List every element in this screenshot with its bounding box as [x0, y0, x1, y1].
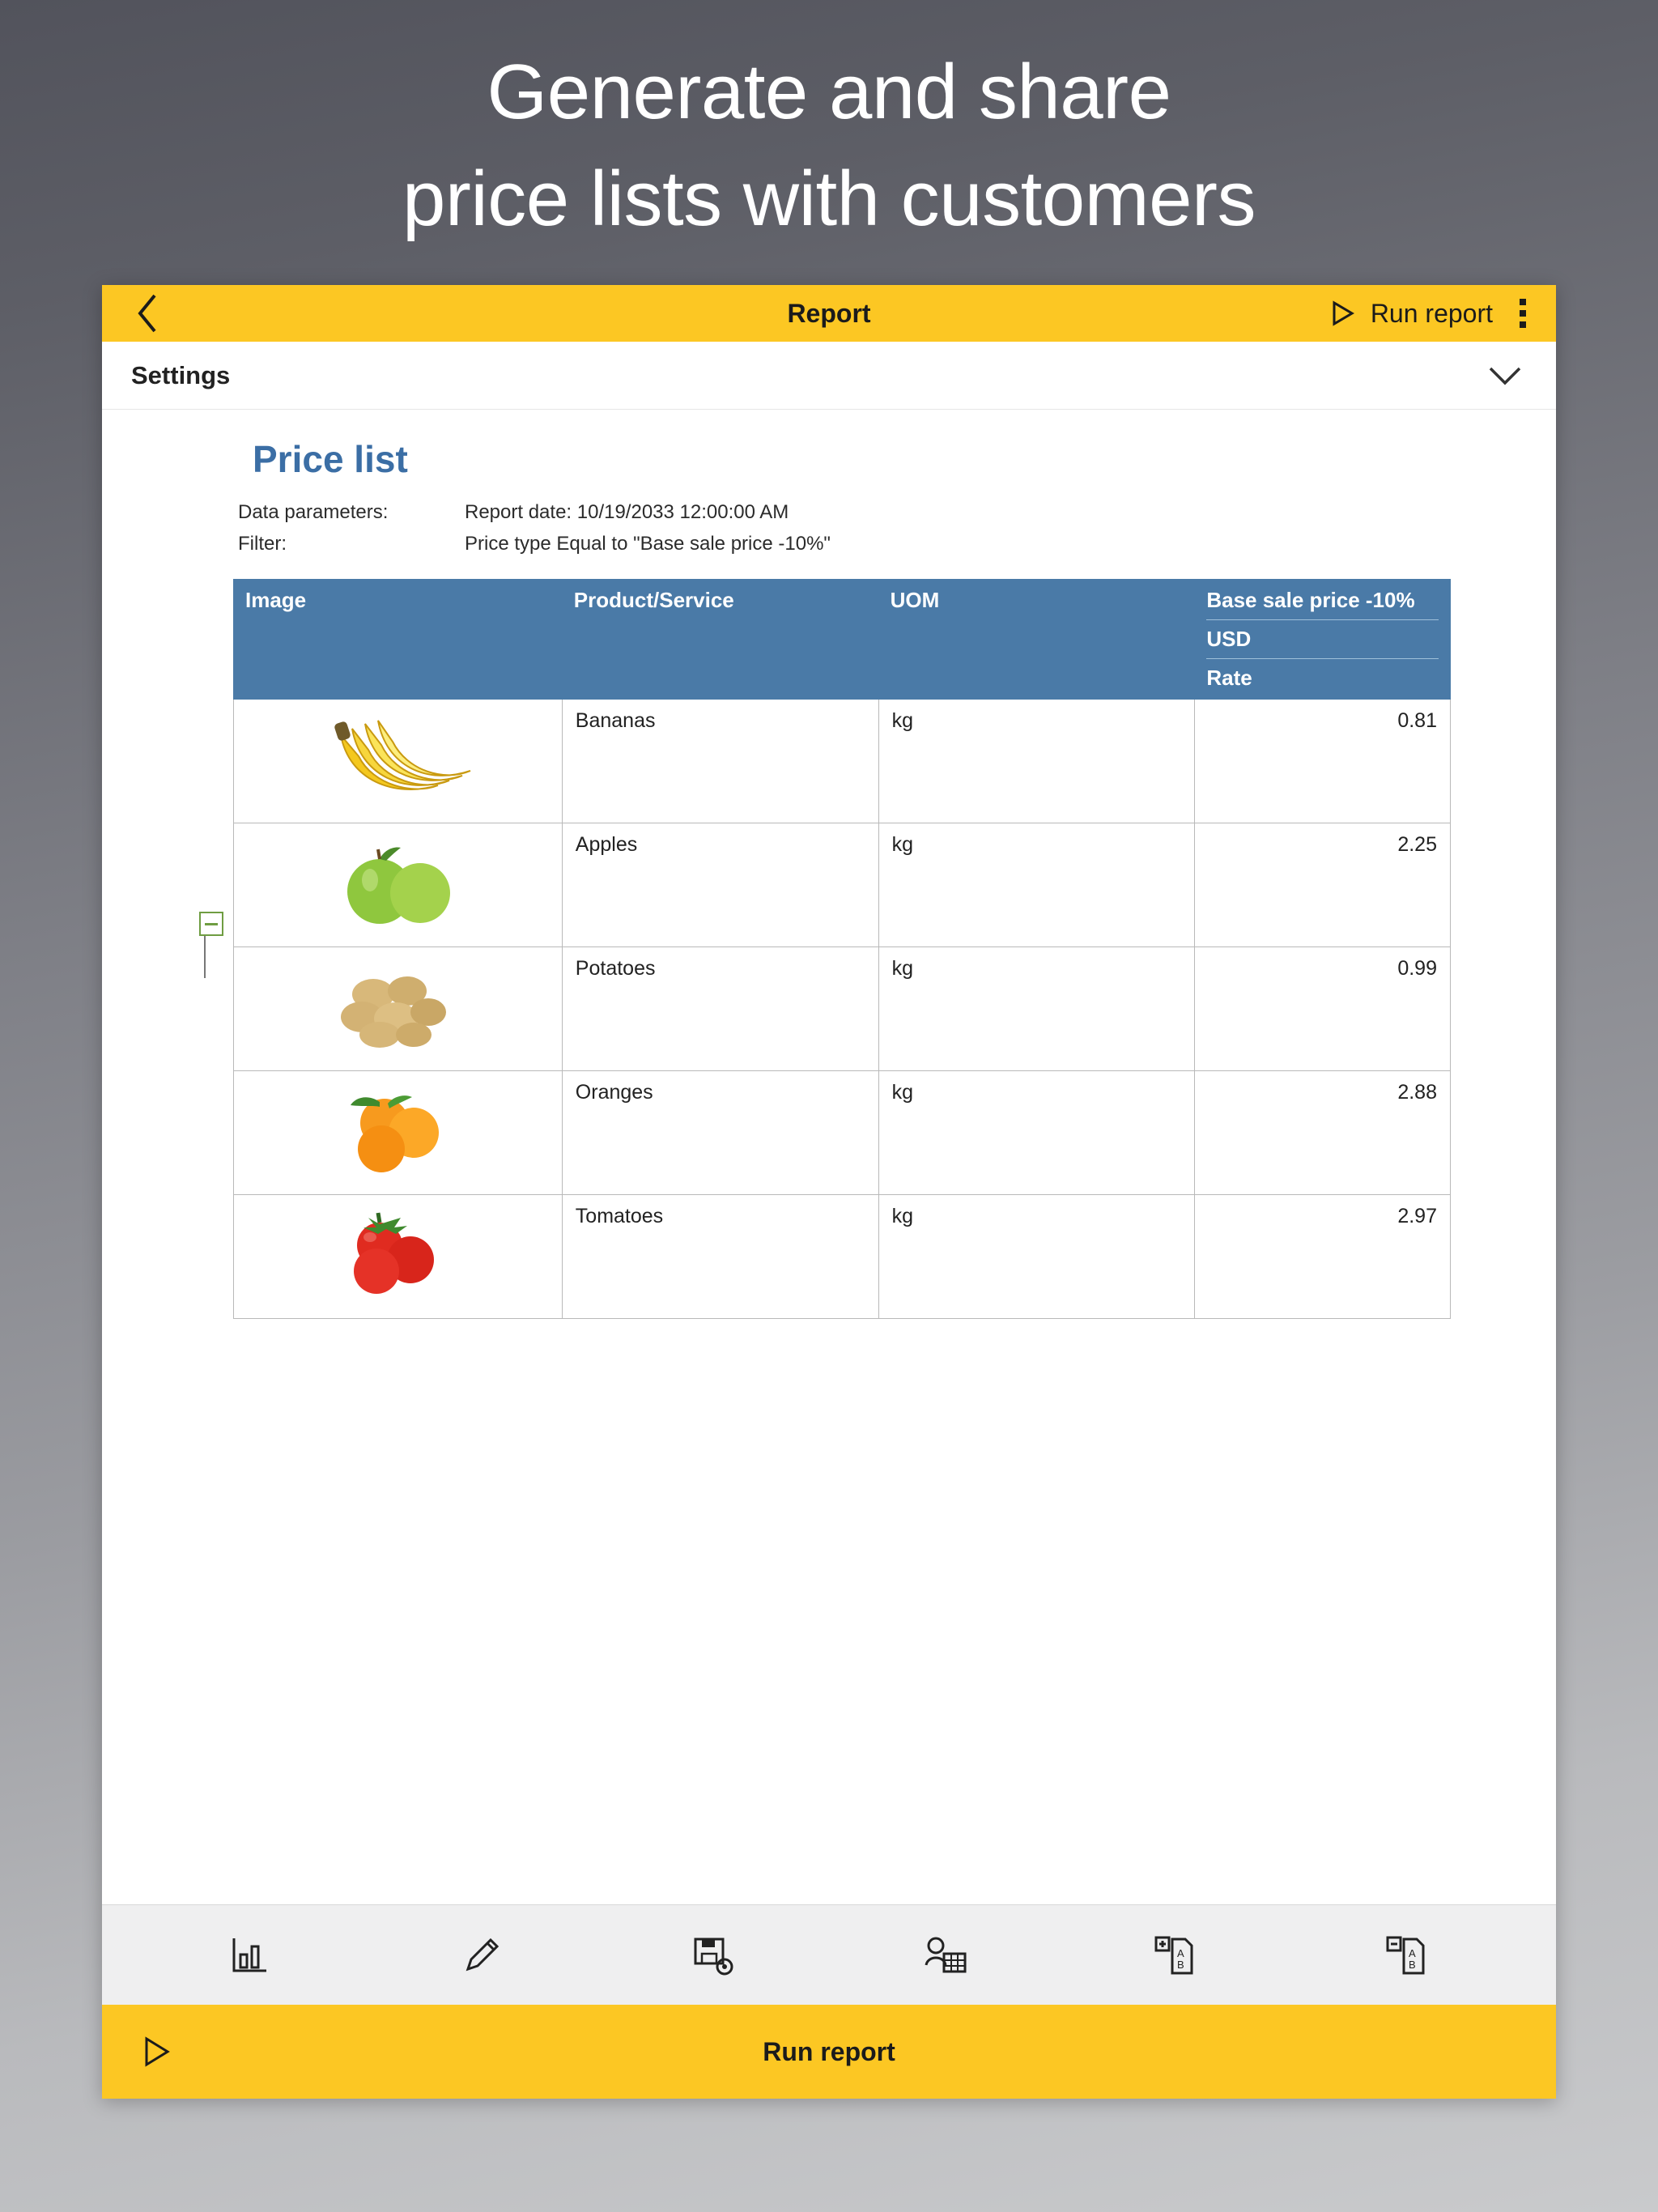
column-header-rate: Rate: [1206, 658, 1439, 691]
run-report-bar[interactable]: [102, 2005, 1556, 2099]
svg-text:B: B: [1409, 1958, 1416, 1971]
overflow-menu-button[interactable]: [1511, 291, 1535, 336]
app-top-bar: [102, 285, 1556, 342]
filter-value: Price type Equal to "Base sale price -10%": [465, 532, 831, 555]
column-header-price: [1195, 580, 1451, 700]
cell-image: [234, 1071, 563, 1195]
chart-bars-icon[interactable]: [202, 1916, 299, 1994]
chevron-left-icon: [134, 291, 161, 335]
top-bar-actions: [1329, 291, 1535, 336]
run-report-play-button[interactable]: [141, 2035, 186, 2068]
kebab-dot: [1520, 321, 1526, 328]
table-row[interactable]: [234, 947, 1451, 1071]
price-list-table: [233, 579, 1451, 1319]
back-button[interactable]: [123, 289, 172, 338]
column-header-product: Product/Service: [562, 580, 878, 700]
settings-section-header[interactable]: [102, 342, 1556, 410]
chevron-down-icon: [1487, 364, 1523, 387]
column-header-price-title: Base sale price -10%: [1206, 588, 1415, 613]
cell-image: [234, 700, 563, 823]
report-preview-area: [102, 410, 1556, 1904]
cell-rate: 0.81: [1195, 700, 1451, 823]
table-header-row: [234, 580, 1451, 700]
promo-headline-line-2: price lists with customers: [402, 155, 1256, 243]
cell-product: Oranges: [562, 1071, 878, 1195]
cell-image: [234, 947, 563, 1071]
cell-uom: kg: [878, 1071, 1195, 1195]
cell-rate: 0.99: [1195, 947, 1451, 1071]
settings-expand-button[interactable]: [1483, 354, 1527, 398]
pencil-edit-icon[interactable]: [433, 1916, 530, 1994]
cell-uom: kg: [878, 947, 1195, 1071]
cell-uom: kg: [878, 700, 1195, 823]
cell-product: Tomatoes: [562, 1195, 878, 1319]
tomatoes-thumbnail: [247, 1205, 549, 1308]
page-title: Report: [787, 298, 871, 328]
settings-label: Settings: [131, 360, 231, 389]
save-settings-icon[interactable]: [665, 1916, 762, 1994]
promo-headline: [0, 0, 1658, 253]
play-triangle-icon: [1329, 300, 1356, 327]
user-table-icon[interactable]: [896, 1916, 993, 1994]
group-collapse-marker: [199, 912, 227, 978]
app-window: [102, 285, 1556, 2099]
data-parameters-value: Report date: 10/19/2033 12:00:00 AM: [465, 501, 789, 523]
cell-image: [234, 823, 563, 947]
column-header-image: Image: [234, 580, 563, 700]
kebab-dot: [1520, 299, 1526, 305]
cell-product: Apples: [562, 823, 878, 947]
kebab-dot: [1520, 310, 1526, 317]
expand-group-icon[interactable]: [1128, 1916, 1225, 1994]
filter-label: Filter:: [238, 532, 287, 555]
collapse-group-icon[interactable]: [1359, 1916, 1456, 1994]
cell-uom: kg: [878, 823, 1195, 947]
cell-rate: 2.25: [1195, 823, 1451, 947]
minus-icon: [205, 923, 218, 925]
svg-text:A: A: [1409, 1946, 1416, 1959]
group-bracket-line: [204, 936, 206, 978]
run-report-top-label: Run report: [1370, 298, 1493, 328]
table-row[interactable]: [234, 823, 1451, 947]
table-row[interactable]: [234, 1071, 1451, 1195]
column-header-uom: UOM: [878, 580, 1195, 700]
bottom-toolbar: [102, 1904, 1556, 2005]
cell-rate: 2.97: [1195, 1195, 1451, 1319]
cell-product: Potatoes: [562, 947, 878, 1071]
promo-headline-line-1: Generate and share: [487, 49, 1171, 135]
cell-rate: 2.88: [1195, 1071, 1451, 1195]
price-list-table-wrapper: [102, 561, 1556, 1319]
table-row[interactable]: [234, 1195, 1451, 1319]
bananas-thumbnail: [247, 709, 549, 813]
cell-product: Bananas: [562, 700, 878, 823]
report-parameters: [102, 499, 1556, 561]
run-report-top-button[interactable]: [1329, 299, 1493, 329]
svg-text:B: B: [1177, 1958, 1184, 1971]
column-header-currency: USD: [1206, 619, 1439, 652]
oranges-thumbnail: [247, 1081, 549, 1185]
cell-uom: kg: [878, 1195, 1195, 1319]
report-title: Price list: [253, 438, 408, 480]
play-triangle-icon: [141, 2035, 172, 2068]
table-row[interactable]: [234, 700, 1451, 823]
run-report-bar-label: Run report: [763, 2036, 895, 2066]
cell-image: [234, 1195, 563, 1319]
potatoes-thumbnail: [247, 957, 549, 1061]
data-parameters-label: Data parameters:: [238, 501, 389, 523]
collapse-group-toggle[interactable]: [199, 912, 223, 936]
svg-text:A: A: [1177, 1946, 1184, 1959]
apples-thumbnail: [247, 833, 549, 937]
